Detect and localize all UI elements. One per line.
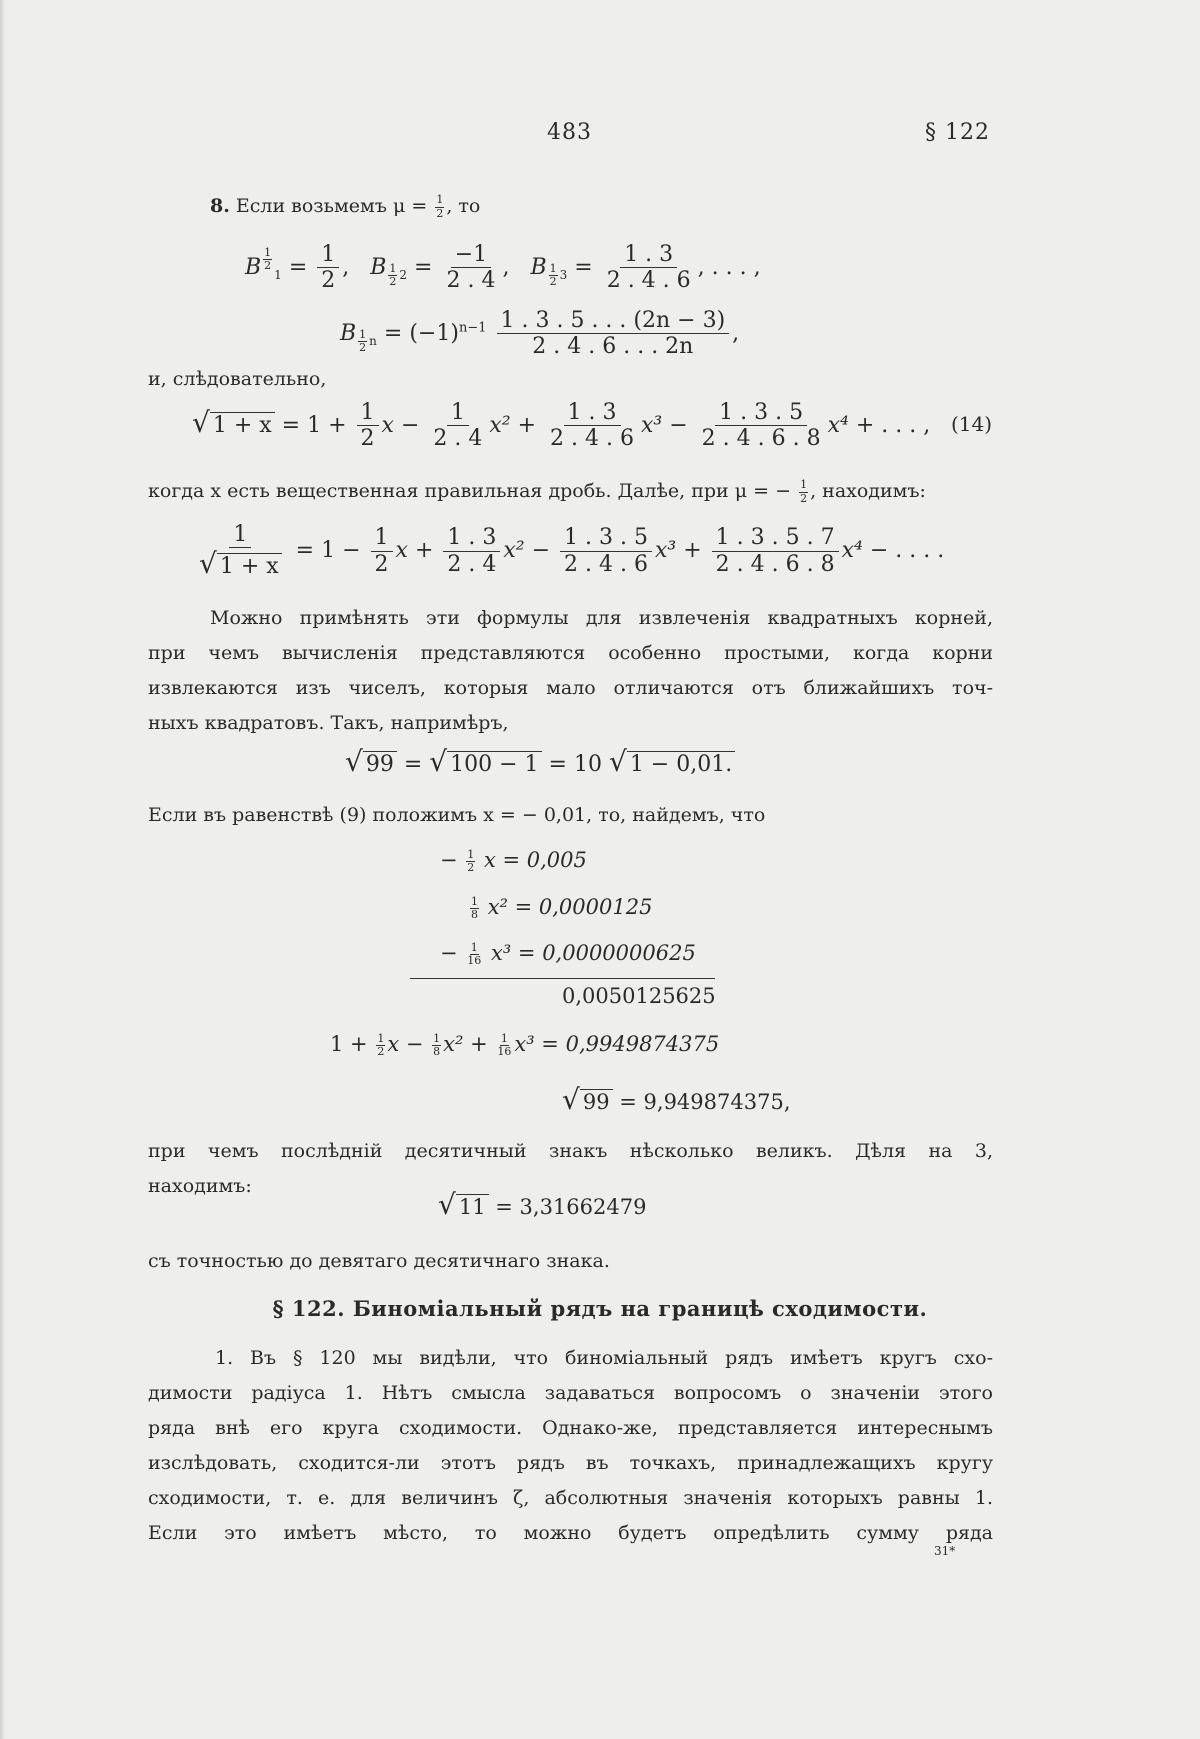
equation-inverse-sqrt: $\frac{1}{√ 1 + x}$ = 1 − $\frac{1}{2}$ x + $\frac{1 . 3}{2 . 4}$ x² − $\frac{1 . 3 . 5}{2 . 4 . 6}$ x³ + $\frac{1 . 3 . 5 . 7}{2 . 4 . 6 . 8}$ x⁴ − . . . . — [199, 522, 945, 581]
calc-row-2: $\frac{1}{8}$ x² = 0,0000125 — [471, 894, 653, 921]
equation-binomial-coefficients: B $_{\frac{1}{2}}$ $_1$ = $\frac{1}{2}$ , B $_{\frac{1}{2}}$ $_2$ = $\frac{-1}{2 . 4}$ , B $_{\frac{1}{2}}$ $_3$ = $\frac{1 . 3}{2 . 4 . 6}$ , . . . , — [245, 242, 761, 294]
text-tochnost: съ точностью до девятаго десятичнаго знака. — [148, 1250, 610, 1272]
signature-mark: 31* — [934, 1544, 956, 1558]
sum-rule — [410, 978, 715, 979]
section-line: Если это имѣетъ мѣсто, то можно будетъ опредѣлить сумму ряда — [148, 1522, 993, 1544]
item-number: 8. — [210, 195, 230, 217]
equation-binomial-general-term: B $_{\frac{1}{2}}$ $_n = (-1)^{n-1}$ $\frac{1 . 3 . 5 . . . (2n - 3)}{2 . 4 . 6 . . . 2n}$ , — [340, 308, 740, 360]
equation-14: √ 1 + x = 1 + $\frac{1}{2}$ x − $\frac{1}{2 . 4}$ x² + $\frac{1 . 3}{2 . 4 . 6}$ x³ − $\frac{1 . 3 . 5}{2 . 4 . 6 . 8}$ x⁴ + . . . , (14) — [192, 400, 992, 452]
section-line: димости радіуса 1. Нѣтъ смысла задаваться вопросомъ о значеніи этого — [148, 1382, 993, 1404]
section-line: ряда внѣ его круга сходимости. Однако-же, представляется интереснымъ — [148, 1417, 993, 1439]
section-line: сходимости, т. е. для величинъ ζ, абсолютныя значенія которыхъ равны 1. — [148, 1487, 993, 1509]
section-line: 1. Въ § 120 мы видѣли, что биноміальный рядъ имѣетъ кругъ схо- — [215, 1347, 993, 1369]
section-title: § 122. Биноміальный рядъ на границѣ сходимости. — [272, 1296, 928, 1321]
running-section: § 122 — [925, 120, 990, 145]
page-number: 483 — [547, 120, 592, 145]
section-line: изслѣдовать, сходится-ли этотъ рядъ въ точкахъ, принадлежащихъ кругу — [148, 1452, 993, 1474]
calc-row-3: − $\frac{1}{16}$ x³ = 0,0000000625 — [440, 940, 696, 967]
text-kogda: когда x есть вещественная правильная дробь. Далѣе, при μ = − $\frac{1}{2}$ , находимъ: — [148, 478, 926, 505]
paragraph-line: при чемъ вычисленія представляются особенно простыми, когда корни — [148, 642, 993, 664]
calc-sqrt11: √ 11 = 3,31662479 — [438, 1188, 647, 1221]
paragraph-line: ныхъ квадратовъ. Такъ, напримѣръ, — [148, 712, 509, 734]
paragraph-line: Можно примѣнять эти формулы для извлеченія квадратныхъ корней, — [210, 607, 993, 629]
text-sledovatelno: и, слѣдовательно, — [148, 368, 327, 390]
equation-tag-14: (14) — [950, 412, 992, 436]
text-pri-1: при чемъ послѣдній десятичный знакъ нѣсколько великъ. Дѣля на 3, — [148, 1140, 993, 1162]
text-esli: Если въ равенствѣ (9) положимъ x = − 0,01, то, найдемъ, что — [148, 804, 766, 826]
page-edge-shadow — [0, 0, 5, 1739]
calc-total: 1 + $\frac{1}{2}$ x − $\frac{1}{8}$ x² + $\frac{1}{16}$ x³ = 0,9949874375 — [330, 1031, 720, 1058]
equation-sqrt-99: √ 99 = √ 100 − 1 = 10 √ 1 − 0,01. — [345, 745, 735, 778]
paragraph-line: извлекаются изъ чиселъ, которыя мало отличаются отъ ближайшихъ точ- — [148, 677, 993, 699]
calc-row-1: − $\frac{1}{2}$ x = 0,005 — [440, 847, 587, 874]
calc-sum: 0,0050125625 — [562, 984, 716, 1008]
text-pri-2: находимъ: — [148, 1175, 252, 1197]
calc-sqrt99: √ 99 = 9,949874375, — [562, 1083, 791, 1116]
item-8-intro: 8. Если возьмемъ μ = $\frac{1}{2}$ , то — [210, 193, 481, 220]
